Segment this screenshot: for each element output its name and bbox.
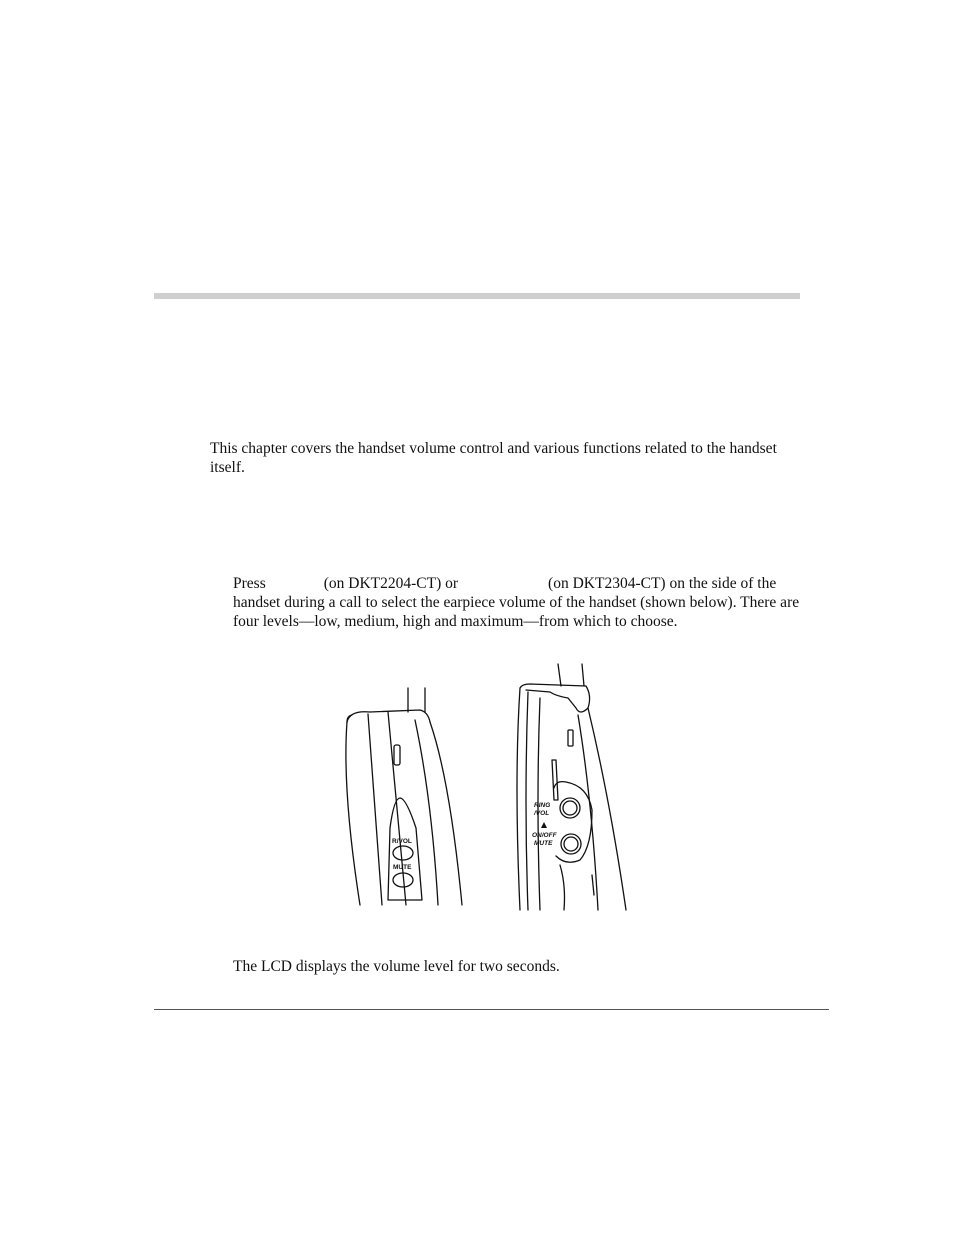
triangle-icon (541, 822, 547, 828)
step-model-1-text: (on DKT2204-CT) or (323, 575, 459, 592)
right-handset-drawing (517, 664, 626, 910)
left-handset-drawing (346, 688, 462, 905)
chapter-intro-text: This chapter covers the handset volume control and various functions related to the handset itself. (210, 440, 777, 476)
chapter-header-rule (154, 293, 800, 299)
volume-result-text: The LCD displays the volume level for two seconds. (233, 958, 560, 975)
step-press-word: Press (233, 575, 266, 592)
right-button-2-label-line1: ON/OFF (532, 832, 557, 839)
right-button-2-label-line2: MUTE (534, 840, 553, 847)
right-button-1-label-line2: /VOL (534, 810, 550, 817)
volume-step-text (233, 574, 803, 631)
handset-side-view-figure (330, 660, 640, 915)
left-button-1-label: R/VOL (392, 838, 412, 845)
page-footer-rule (154, 1009, 829, 1010)
right-button-1-label-line1: RING (534, 802, 551, 809)
left-button-2-label: MUTE (393, 864, 412, 871)
step-model-2-text: (on DKT2304-CT) on the side of the handset during a call to select the earpiece volume of the handset (shown below). There are four levels—low, medium, high and maximum—from which to choose. (233, 575, 800, 630)
